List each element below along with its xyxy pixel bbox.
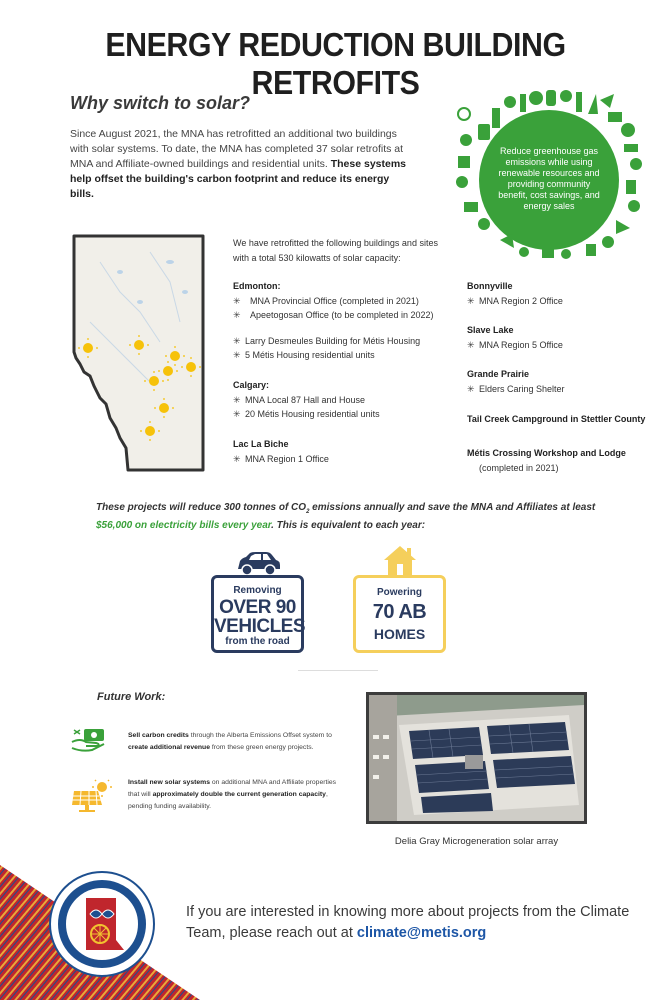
contact-text (186, 902, 646, 944)
location-item: ✳ Apeetogosan Office (to be completed in 2022) (233, 310, 434, 320)
vehicles-box-top: Removing (233, 585, 282, 596)
fw2-text-2: , pending funding availability. (128, 791, 328, 810)
car-icon (234, 551, 282, 577)
vehicles-box-line1: OVER 90 (219, 597, 296, 618)
solar-panel-icon (70, 779, 112, 813)
homes-box-line2: HOMES (373, 626, 426, 642)
location-item: ✳ MNA Region 1 Office (233, 454, 329, 464)
location-item-text: Apeetogosan Office (to be completed in 2022) (250, 310, 434, 320)
projects-text-2: emissions annually and save the MNA and Affiliates at least (309, 502, 596, 513)
location-item-text: 20 Métis Housing residential units (245, 409, 380, 419)
future-item-solar-systems (128, 777, 348, 813)
city-slave-lake: Slave Lake (467, 325, 514, 335)
co2-subscript: 2 (306, 509, 310, 515)
city-grande-prairie: Grande Prairie (467, 369, 530, 379)
location-item-text: Elders Caring Shelter (479, 384, 565, 394)
fw2-text-1: on additional MNA and Affiliate properties that will (128, 779, 337, 798)
locations-intro: We have retrofitted the following buildings and sites with a total 530 kilowatts of solar capacity: (233, 238, 438, 263)
locations-list-right (467, 280, 657, 475)
solar-array-photo (366, 692, 587, 824)
alberta-map (70, 232, 210, 474)
location-note: (completed in 2021) (479, 463, 559, 473)
location-item: ✳ Elders Caring Shelter (467, 384, 565, 394)
city-lac-la-biche: Lac La Biche (233, 439, 289, 449)
fw1-bold-2: create additional revenue (128, 744, 210, 751)
metis-nation-logo (48, 870, 156, 978)
circle-caption: Reduce greenhouse gas emissions while using renewable resources and providing community benefit, cost savings, and energy sales (498, 146, 600, 211)
location-item-text: MNA Region 2 Office (479, 296, 563, 306)
money-hand-icon (70, 726, 110, 752)
locations-list-left (233, 280, 453, 466)
location-item-text: MNA Region 5 Office (479, 340, 563, 350)
fw1-bold-1: Sell carbon credits (128, 732, 189, 739)
city-bonnyville: Bonnyville (467, 281, 513, 291)
future-item-carbon-credits (128, 730, 348, 754)
location-item: ✳ MNA Provincial Office (completed in 2021) (233, 296, 419, 306)
house-icon (383, 545, 417, 577)
vehicles-box (211, 575, 304, 653)
location-item: ✳ Larry Desmeules Building for Métis Housing (233, 336, 421, 346)
intro-text: Since August 2021, the MNA has retrofitted an additional two buildings with solar systems. To date, the MNA has completed 37 solar retrofits at MNA and Affiliate-owned buildings and residential units. (70, 128, 404, 170)
city-calgary: Calgary: (233, 380, 270, 390)
intro-bold-text: These systems help offset the building's carbon footprint and reduce its energy bills. (70, 158, 407, 200)
fw1-text-2: from these green energy projects. (209, 744, 314, 751)
divider (298, 670, 378, 671)
location-tail-creek: Tail Creek Campground in Stettler County (467, 414, 646, 424)
location-item-text: Larry Desmeules Building for Métis Housing (245, 336, 421, 346)
future-work-heading: Future Work: (97, 691, 166, 703)
city-edmonton: Edmonton: (233, 281, 281, 291)
location-item: ✳ 5 Métis Housing residential units (233, 350, 375, 360)
intro-paragraph (70, 127, 415, 202)
location-item: ✳ MNA Region 2 Office (467, 296, 563, 306)
homes-box-top: Powering (376, 587, 422, 598)
location-item: ✳ MNA Region 5 Office (467, 340, 563, 350)
fw2-bold-2: approximately double the current generation capacity (152, 791, 326, 798)
projects-text-1: These projects will reduce 300 tonnes of CO (96, 502, 307, 513)
page-title: ENERGY REDUCTION BUILDING RETROFITS (105, 26, 566, 101)
vehicles-box-bottom: from the road (225, 636, 290, 647)
location-item: ✳ 20 Métis Housing residential units (233, 409, 380, 419)
fw1-text-1: through the Alberta Emissions Offset system to (188, 732, 332, 739)
location-item-text: 5 Métis Housing residential units (245, 350, 375, 360)
contact-email-link[interactable]: climate@metis.org (356, 925, 487, 941)
fw2-bold-1: Install new solar systems (128, 779, 210, 786)
vehicles-box-line2: VEHICLES (214, 616, 306, 637)
section-heading-why: Why switch to solar? (70, 93, 251, 113)
homes-box (353, 575, 446, 653)
savings-highlight: $56,000 on electricity bills every year (96, 520, 272, 531)
location-item-text: MNA Region 1 Office (245, 454, 329, 464)
photo-caption: Delia Gray Microgeneration solar array (394, 836, 559, 847)
contact-message: If you are interested in knowing more about projects from the Climate Team, please reach out at (186, 904, 630, 941)
location-item-text: MNA Provincial Office (completed in 2021) (250, 296, 419, 306)
location-metis-crossing: Métis Crossing Workshop and Lodge (467, 448, 626, 458)
homes-box-line1: 70 AB (372, 601, 427, 623)
location-item-text: MNA Local 87 Hall and House (245, 395, 366, 405)
projects-statement (96, 501, 596, 533)
location-item: ✳ MNA Local 87 Hall and House (233, 395, 366, 405)
projects-text-3: . This is equivalent to each year: (271, 520, 426, 531)
